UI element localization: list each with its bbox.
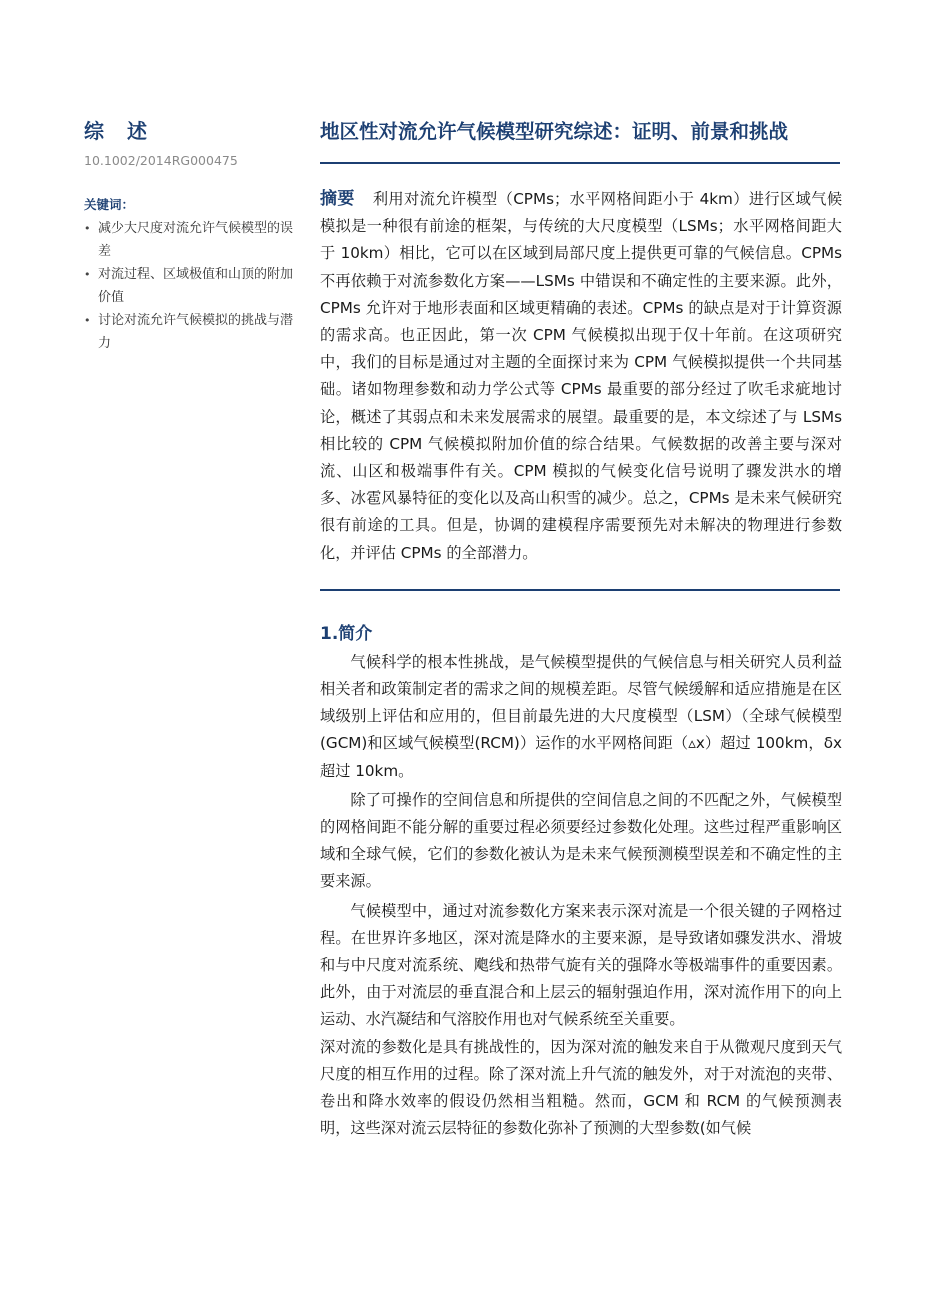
bullet-icon: • (84, 222, 91, 235)
keyword-text: 讨论对流允许气候模拟的挑战与潜力 (98, 313, 294, 351)
section-type-label: 综 述 (84, 119, 155, 143)
keyword-item (84, 218, 294, 263)
body-paragraph: 气候科学的根本性挑战，是气候模型提供的气候信息与相关研究人员利益相关者和政策制定者的需求之间的规模差距。尽管气候缓解和适应措施是在区域级别上评估和应用的，但目前最先进的大尺度模型（LSM）（全球气候模型(GCM)和区域气候模型(RCM)）运作的水平网格间距（▵x）超过 100km，δx 超过 10km。 (320, 652, 842, 780)
keywords-list (84, 218, 294, 355)
sidebar (84, 116, 294, 356)
bullet-icon: • (84, 314, 91, 327)
body-paragraph: 深对流的参数化是具有挑战性的，因为深对流的触发来自于从微观尺度到天气尺度的相互作用的过程。除了深对流上升气流的触发外，对于对流泡的夹带、卷出和降水效率的假设仍然相当粗糙。然而，GCM 和 RCM 的气候预测表明，这些深对流云层特征的参数化弥补了预测的大型参数(如气候 (320, 1037, 842, 1138)
body-paragraph: 气候模型中，通过对流参数化方案来表示深对流是一个很关键的子网格过程。在世界许多地区，深对流是降水的主要来源，是导致诸如骤发洪水、滑坡和与中尺度对流系统、飑线和热带气旋有关的强降水等极端事件的重要因素。此外，由于对流层的垂直混合和上层云的辐射强迫作用，深对流作用下的向上运动、水汽凝结和气溶胶作用也对气候系统至关重要。 (320, 901, 842, 1029)
article-title: 地区性对流允许气候模型研究综述：证明、前景和挑战 (320, 120, 789, 143)
abstract (320, 186, 842, 567)
abstract-divider (320, 589, 840, 591)
keyword-text: 对流过程、区域极值和山顶的附加价值 (98, 267, 294, 305)
title-divider (320, 162, 840, 164)
bullet-icon: • (84, 268, 91, 281)
keyword-text: 减少大尺度对流允许气候模型的误差 (98, 221, 294, 259)
doi-link[interactable]: 10.1002/2014RG000475 (84, 153, 238, 168)
body-paragraph: 除了可操作的空间信息和所提供的空间信息之间的不匹配之外，气候模型的网格间距不能分解的重要过程必须要经过参数化处理。这些过程严重影响区域和全球气候，它们的参数化被认为是未来气候预测模型误差和不确定性的主要来源。 (320, 790, 842, 891)
section-heading-introduction: 1.简介 (320, 623, 373, 644)
abstract-text: 利用对流允许模型（CPMs；水平网格间距小于 4km）进行区域气候模拟是一种很有前途的框架，与传统的大尺度模型（LSMs；水平网格间距大于 10km）相比，它可以在区域到局部尺度上提供更可靠的气候信息。CPMs 不再依赖于对流参数化方案——LSMs 中错误和不确定性的主要来源。此外，CPMs 允许对于地形表面和区域更精确的表述。CPMs 的缺点是对于计算资源的需求高。也正因此，第一次 CPM 气候模拟出现于仅十年前。在这项研究中，我们的目标是通过对主题的全面探讨来为 CPM 气候模拟提供一个共同基础。诸如物理参数和动力学公式等 CPMs 最重要的部分经过了吹毛求疵地讨论，概述了其弱点和未来发展需求的展望。最重要的是，本文综述了与 LSMs 相比较的 CPM 气候模拟附加价值的综合结果。气候数据的改善主要与深对流、山区和极端事件有关。CPM 模拟的气候变化信号说明了骤发洪水的增多、冰雹风暴特征的变化以及高山积雪的减少。总之，CPMs 是未来气候研究很有前途的工具。但是，协调的建模程序需要预先对未解决的物理进行参数化，并评估 CPMs 的全部潜力。 (320, 190, 843, 562)
keywords-heading: 关键词： (84, 197, 135, 212)
main-content (320, 116, 842, 1143)
keyword-item (84, 310, 294, 355)
keyword-item (84, 264, 294, 309)
abstract-label: 摘要 (320, 189, 355, 209)
